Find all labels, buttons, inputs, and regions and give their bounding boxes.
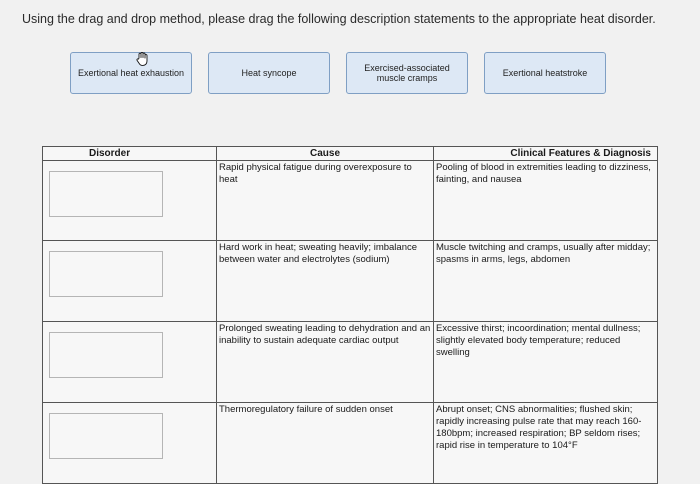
chip-label: Exertional heat exhaustion — [77, 68, 185, 78]
drop-zone-3[interactable] — [49, 332, 163, 378]
chip-label: Heat syncope — [241, 68, 297, 78]
drag-chip-exertional-heat-exhaustion[interactable] — [70, 52, 192, 94]
features-cell: Pooling of blood in extremities leading to dizziness, fainting, and nausea — [434, 161, 658, 241]
instructions-text: Using the drag and drop method, please drag the following description statements to the appropriate heat disorder. — [22, 12, 656, 26]
disorder-cell — [43, 403, 217, 484]
drop-zone-1[interactable] — [49, 171, 163, 217]
drag-chip-muscle-cramps[interactable] — [346, 52, 468, 94]
drag-chip-heat-syncope[interactable] — [208, 52, 330, 94]
header-features: Clinical Features & Diagnosis — [434, 147, 658, 161]
table-row — [43, 322, 658, 403]
features-cell: Abrupt onset; CNS abnormalities; flushed skin; rapidly increasing pulse rate that may reach 160-180bpm; increased respiration; BP seldom rises; rapid rise in temperature to 104°F — [434, 403, 658, 484]
table-row — [43, 241, 658, 322]
disorder-cell — [43, 322, 217, 403]
cause-cell: Prolonged sweating leading to dehydration and an inability to sustain adequate cardiac output — [217, 322, 434, 403]
drag-chip-exertional-heatstroke[interactable] — [484, 52, 606, 94]
chip-label: Exertional heatstroke — [502, 68, 588, 78]
header-disorder: Disorder — [43, 147, 217, 161]
drop-zone-4[interactable] — [49, 413, 163, 459]
cause-cell: Thermoregulatory failure of sudden onset — [217, 403, 434, 484]
table-row — [43, 403, 658, 484]
features-cell: Excessive thirst; incoordination; mental dullness; slightly elevated body temperature; reduced swelling — [434, 322, 658, 403]
chip-label: Exercised-associated muscle cramps — [364, 63, 450, 83]
disorder-cell — [43, 161, 217, 241]
header-cause: Cause — [217, 147, 434, 161]
cause-cell: Hard work in heat; sweating heavily; imbalance between water and electrolytes (sodium) — [217, 241, 434, 322]
cause-cell: Rapid physical fatigue during overexposure to heat — [217, 161, 434, 241]
disorder-cell — [43, 241, 217, 322]
disorder-table — [42, 146, 658, 484]
table-row — [43, 161, 658, 241]
drop-zone-2[interactable] — [49, 251, 163, 297]
hand-cursor-icon — [136, 52, 148, 66]
table-header-row — [43, 147, 658, 161]
features-cell: Muscle twitching and cramps, usually after midday; spasms in arms, legs, abdomen — [434, 241, 658, 322]
